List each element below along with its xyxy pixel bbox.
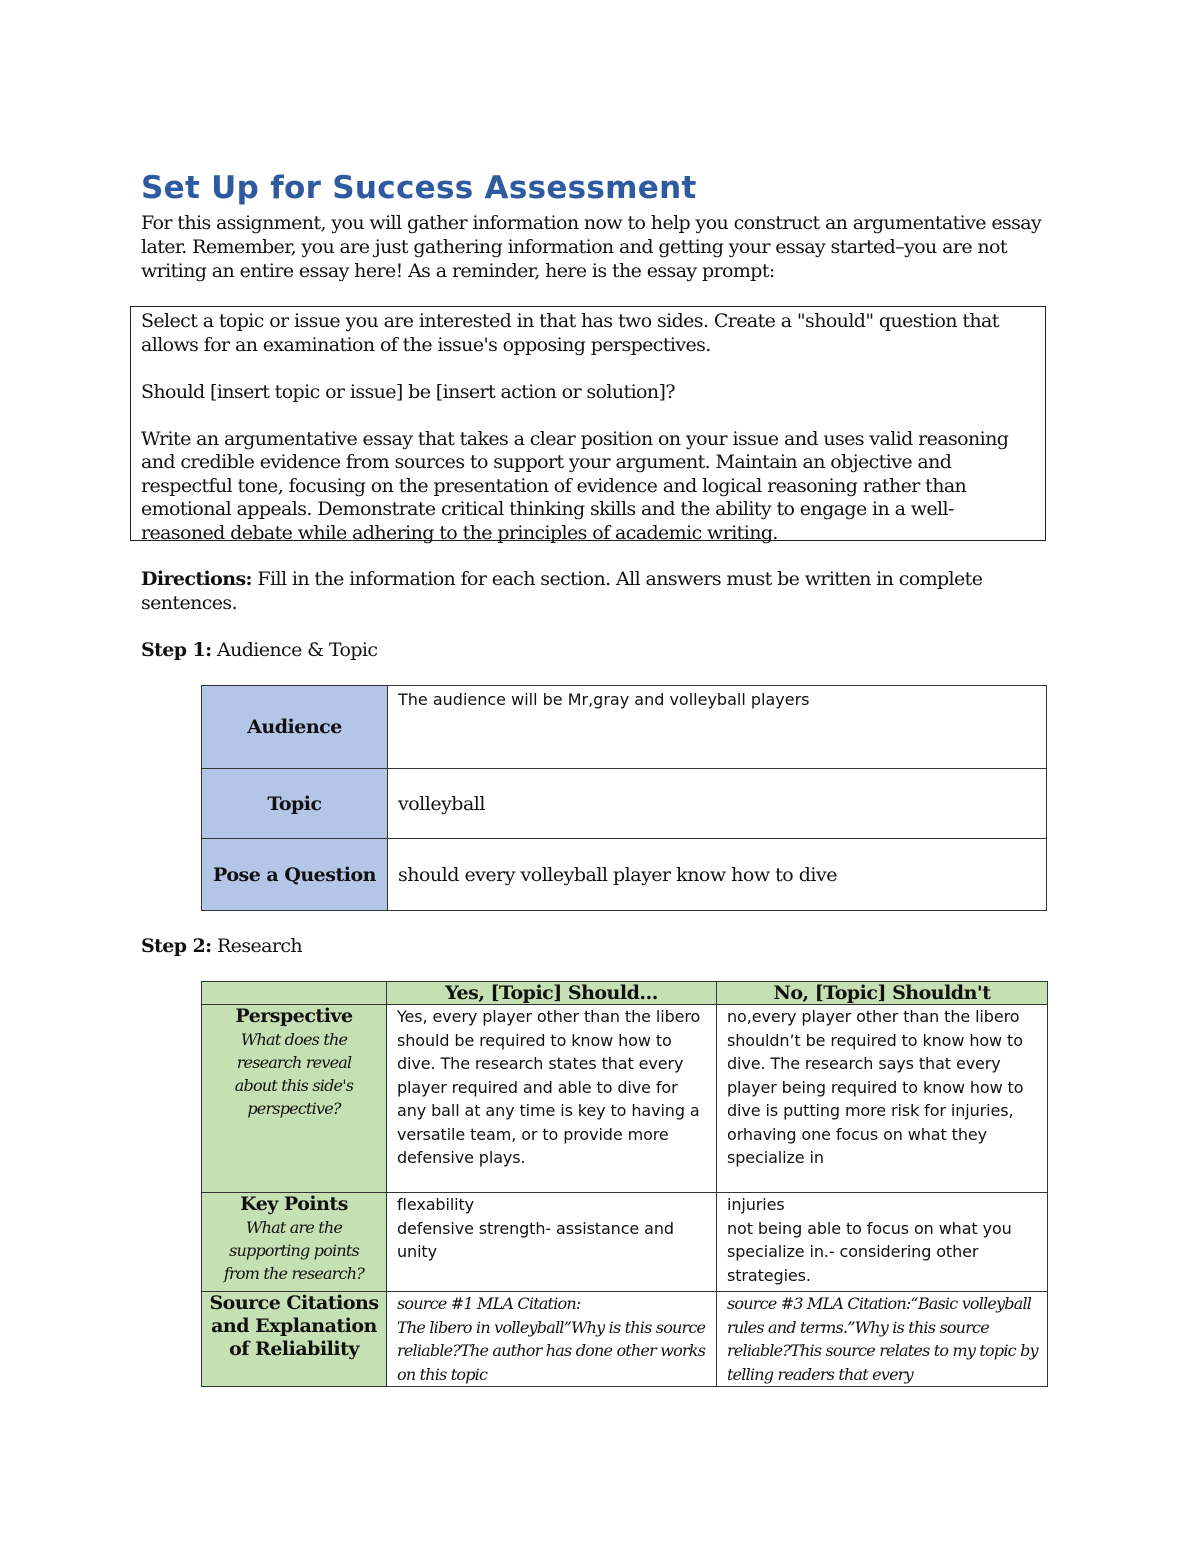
step1-heading bbox=[141, 638, 1071, 662]
table-row bbox=[202, 686, 1047, 769]
audience-label: Audience bbox=[202, 686, 388, 769]
key-point-line: not being able to focus on what you specialize in.- considering other strategies. bbox=[727, 1218, 1012, 1285]
step2-heading bbox=[141, 934, 1071, 958]
directions-label: Directions: bbox=[141, 568, 252, 590]
question-label: Pose a Question bbox=[202, 839, 388, 911]
essay-prompt-box bbox=[130, 306, 1046, 544]
header-empty-cell bbox=[202, 982, 387, 1005]
key-point-line: flexability bbox=[397, 1195, 475, 1214]
perspective-no: no,every player other than the libero shouldn’t be required to know how to dive. The research says that every player being required to know how to dive is putting more risk for injuries, orhaving one focus on what they specialize in bbox=[717, 1005, 1048, 1193]
intro-paragraph: For this assignment, you will gather information now to help you construct an argumentative essay later. Remember, you are just gathering information and getting your essay started–you are not writing an entire essay here! As a reminder, here is the essay prompt: bbox=[141, 212, 1042, 282]
sources-no bbox=[717, 1292, 1048, 1387]
table-row bbox=[202, 769, 1047, 839]
key-points-label-cell bbox=[202, 1193, 387, 1292]
header-no: No, [Topic] Shouldn't bbox=[717, 982, 1048, 1005]
step1-text: Audience & Topic bbox=[211, 639, 378, 661]
perspective-yes: Yes, every player other than the libero should be required to know how to dive. The research states that every player required and able to dive for any ball at any time is key to having a versatile team, or to provide more defensive plays. bbox=[387, 1005, 717, 1193]
prompt-paragraph-1: Select a topic or issue you are interested in that has two sides. Create a "should" question that allows for an examination of the issue's opposing perspectives. bbox=[141, 310, 999, 356]
research-table bbox=[201, 981, 1048, 1387]
perspective-heading: Perspective bbox=[235, 1005, 353, 1027]
key-point-line: defensive strength- assistance and unity bbox=[397, 1218, 674, 1261]
step2-text: Research bbox=[211, 935, 303, 957]
table-header-row bbox=[202, 982, 1048, 1005]
topic-label: Topic bbox=[202, 769, 388, 839]
question-value: should every volleyball player know how to dive bbox=[388, 839, 1047, 911]
sources-heading: Source Citations and Explanation of Reliability bbox=[209, 1292, 379, 1360]
audience-topic-table bbox=[201, 685, 1047, 911]
step1-label: Step 1: bbox=[141, 639, 212, 661]
sources-yes bbox=[387, 1292, 717, 1387]
prompt-paragraph-3: Write an argumentative essay that takes a clear position on your issue and uses valid reasoning and credible evidence from sources to support your argument. Maintain an objective and respectful tone, focusing on the presentation of evidence and logical reasoning rather than emotional appeals. Demonstrate critical thinking skills and the ability to engage in a well-reasoned debate while adhering to the principles of academic writing. bbox=[141, 427, 1009, 544]
directions-paragraph bbox=[141, 567, 1071, 615]
step2-label: Step 2: bbox=[141, 935, 212, 957]
audience-value: The audience will be Mr,gray and volleyball players bbox=[388, 686, 1047, 769]
key-point-line: injuries bbox=[727, 1195, 785, 1214]
key-points-yes bbox=[387, 1193, 717, 1292]
key-points-hint: What are the supporting points from the research? bbox=[223, 1218, 365, 1283]
prompt-paragraph-2: Should [insert topic or issue] be [insert action or solution]? bbox=[141, 380, 675, 403]
perspective-label-cell bbox=[202, 1005, 387, 1193]
directions-text: Fill in the information for each section. All answers must be written in complete sentences. bbox=[141, 568, 983, 614]
citation-line: source #3 MLA Citation:“Basic volleyball rules and terms.”Why is this source reliable?This source relates to my topic by telling readers that every bbox=[727, 1294, 1038, 1384]
header-yes: Yes, [Topic] Should… bbox=[387, 982, 717, 1005]
sources-label-cell bbox=[202, 1292, 387, 1387]
table-row bbox=[202, 839, 1047, 911]
table-row bbox=[202, 1193, 1048, 1292]
key-points-no bbox=[717, 1193, 1048, 1292]
table-row bbox=[202, 1292, 1048, 1387]
citation-line: The libero in volleyball”Why is this source reliable?The author has done other works on this topic bbox=[397, 1317, 706, 1384]
key-points-heading: Key Points bbox=[240, 1193, 348, 1215]
perspective-hint: What does the research reveal about this side's perspective? bbox=[234, 1030, 354, 1118]
topic-value: volleyball bbox=[388, 769, 1047, 839]
page-title: Set Up for Success Assessment bbox=[141, 170, 697, 206]
citation-line: source #1 MLA Citation: bbox=[397, 1294, 581, 1313]
table-row bbox=[202, 1005, 1048, 1193]
